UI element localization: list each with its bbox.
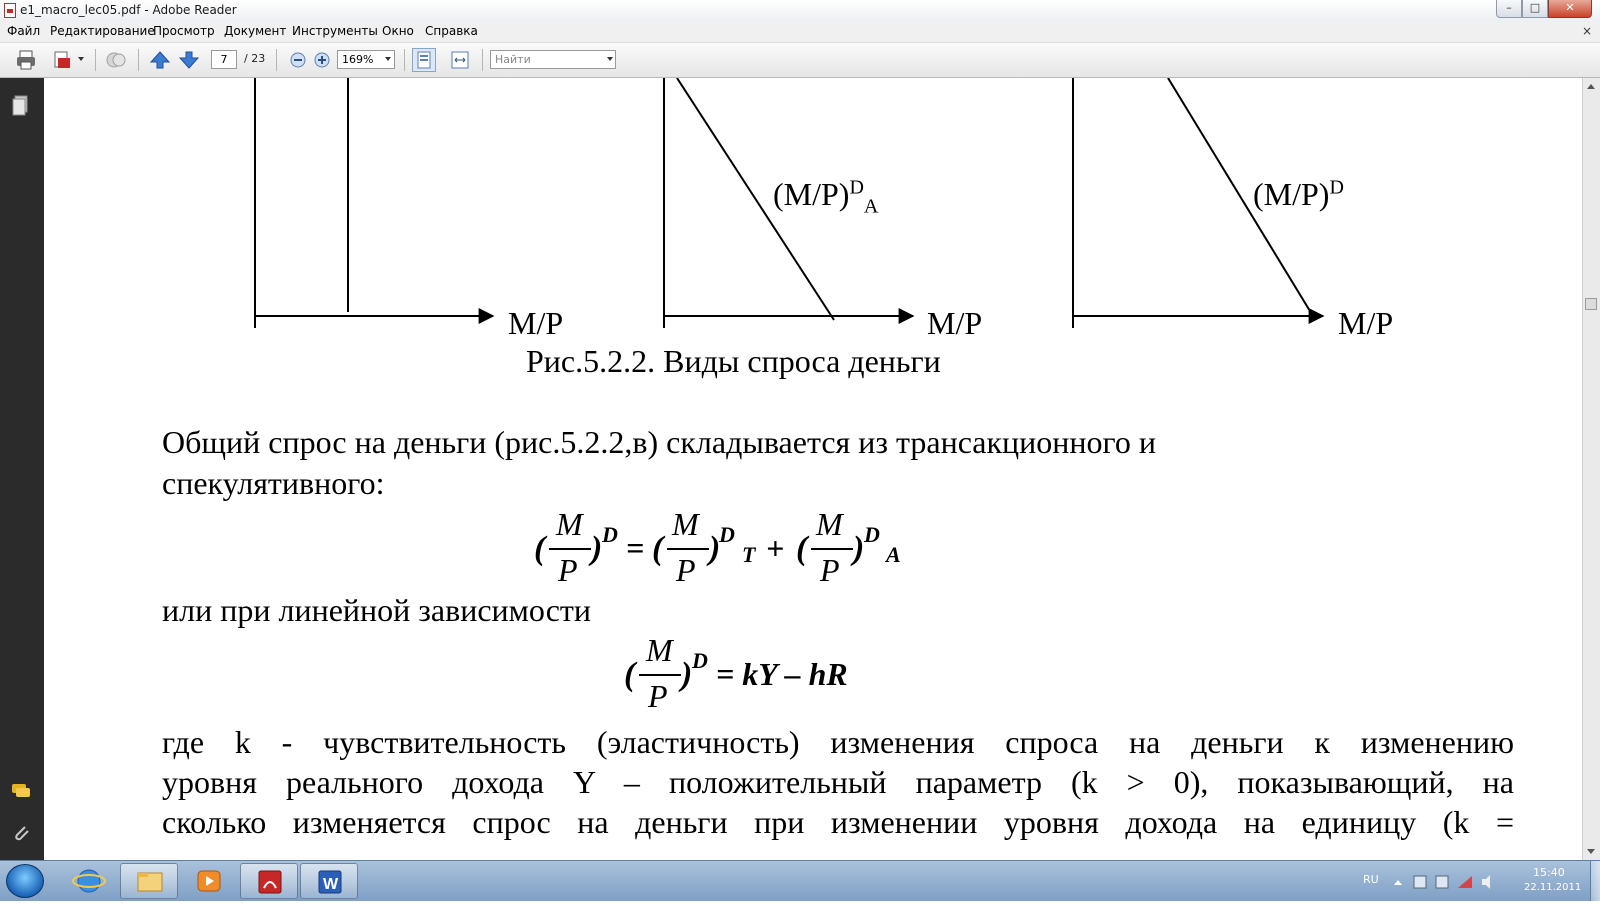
fit-width-icon[interactable] [448,48,472,72]
show-desktop-button[interactable] [1590,861,1600,901]
scroll-up-icon[interactable] [1587,84,1595,89]
menu-edit[interactable]: Редактирование [50,24,155,38]
formula-linear-demand: ( M P ) D = kY – hR [624,632,848,714]
maximize-button[interactable]: □ [1522,0,1548,18]
graph-c-curve-label: $(M/P)^D$ [1253,176,1344,212]
clock-time[interactable]: 15:40 [1533,866,1565,879]
find-input[interactable]: Найти [490,50,616,69]
vertical-scrollbar[interactable] [1582,78,1600,860]
page-total-label: / 23 [244,52,266,65]
share-dropdown-icon[interactable] [78,57,84,61]
window-title: e1_macro_lec05.pdf - Adobe Reader [20,3,237,17]
menu-view[interactable]: Просмотр [153,24,215,38]
navigation-panel [0,78,44,860]
pages-panel-icon[interactable] [10,94,32,116]
attachments-panel-icon[interactable] [10,822,32,844]
share-icon[interactable] [50,48,74,72]
graph-c-axis-label: M/P [1338,305,1394,341]
graph-b-curve-label: $(M/P)^D_A$ [773,176,879,218]
graph-a-axis-label: M/P [508,305,564,341]
taskbar-ie-icon[interactable] [60,863,118,899]
svg-text:W: W [323,876,339,893]
paragraph-line: сколько изменяется спрос на деньги при изменении уровня дохода на единицу (k = [162,804,1514,840]
comments-panel-icon[interactable] [10,780,32,802]
clock-date[interactable]: 22.11.2011 [1524,882,1582,893]
paragraph-line: где k - чувствительность (эластичность) изменения спроса на деньги к изменению [162,724,1514,760]
tray-icons[interactable] [1392,873,1502,891]
pdf-file-icon [4,3,16,18]
toolbar-separator [404,49,405,71]
zoom-out-icon[interactable] [286,48,310,72]
zoom-in-icon[interactable] [310,48,334,72]
next-page-icon[interactable] [177,48,201,72]
minimize-button[interactable]: – [1496,0,1522,18]
fit-page-icon[interactable] [412,48,436,72]
page-number-input[interactable]: 7 [211,50,237,69]
taskbar-adobe-reader-icon[interactable] [240,863,298,899]
language-indicator[interactable]: RU [1363,873,1379,886]
paragraph-line: уровня реального дохода Y – положительный параметр (k > 0), показывающий, на [162,764,1514,800]
toolbar-separator [276,49,277,71]
taskbar-media-player-icon[interactable] [180,863,238,899]
menu-help[interactable]: Справка [425,24,478,38]
menu-document[interactable]: Документ [224,24,287,38]
collaborate-icon[interactable] [104,48,128,72]
taskbar [0,860,1600,901]
toolbar-separator [138,49,139,71]
document-close-icon[interactable]: × [1581,24,1592,38]
zoom-dropdown-icon[interactable] [385,57,391,61]
print-icon[interactable] [14,48,38,72]
title-bar [0,0,1600,23]
formula-total-demand: ( M P ) D = ( M P ) D T + ( M P ) D A [534,506,901,588]
scrollbar-thumb[interactable] [1585,298,1597,310]
toolbar [0,43,1600,78]
menu-file[interactable]: Файл [7,24,41,38]
graph-b-axis-label: M/P [927,305,983,341]
menu-window[interactable]: Окно [382,24,414,38]
toolbar-separator [95,49,96,71]
menu-bar [0,22,1600,43]
toolbar-separator [482,49,483,71]
close-button[interactable]: ✕ [1548,0,1592,18]
zoom-level-select[interactable]: 169% [337,50,395,69]
scroll-down-icon[interactable] [1587,849,1595,854]
taskbar-explorer-icon[interactable] [120,863,178,899]
figure-caption: Рис.5.2.2. Виды спроса деньги [526,343,941,379]
menu-tools[interactable]: Инструменты [292,24,378,38]
document-view[interactable] [44,78,1582,860]
paragraph-line: Общий спрос на деньги (рис.5.2.2,в) складывается из трансакционного и [162,424,1156,460]
paragraph-line: или при линейной зависимости [162,592,592,628]
find-dropdown-icon[interactable] [607,57,613,61]
taskbar-word-icon[interactable] [300,863,358,899]
start-button[interactable] [6,864,44,898]
previous-page-icon[interactable] [148,48,172,72]
paragraph-line: спекулятивного: [162,465,385,501]
